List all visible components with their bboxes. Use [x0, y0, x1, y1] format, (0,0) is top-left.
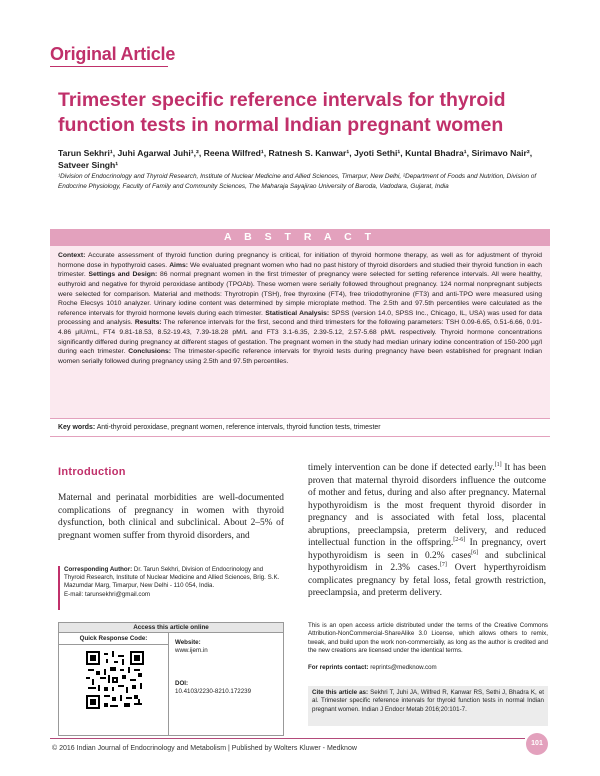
reprints-contact	[308, 664, 548, 672]
qr-label: Quick Response Code:	[59, 633, 168, 645]
intro-text-3: In pregnancy, overt hypothyroidism is seen in 0.2% cases	[308, 538, 546, 561]
access-details	[175, 639, 281, 696]
introduction-paragraph-left: Maternal and perinatal morbidities are well-documented complications of pregnancy in women with thyroid dysfunction, both clinical and subclinical. About 2–5% of pregnant women suffer from thyroid disorders, and	[58, 493, 284, 541]
correspondence-label: Corresponding Author:	[64, 566, 133, 573]
intro-text-2: It has been proven that maternal thyroid disorders influence the outcome of mother and fetus, during and also after pregnancy. Maternal hypothyroidism is the most frequent thyroid disorder in pregnancy and is associated with fetal loss, placental abruptions, preeclampsia, preterm delivery, and reduced intellectual function in the offspring.	[308, 463, 547, 548]
intro-text-5: Overt hyperthyroidism complicates pregnancy by fetal loss, fetal growth restriction, preeclampsia, and preterm delivery.	[308, 563, 546, 598]
footer-text: © 2016 Indian Journal of Endocrinology and Metabolism | Published by Wolters Kluwer - Medknow	[52, 745, 357, 752]
doi-link[interactable]: 10.4103/2230-8210.172239	[175, 688, 252, 696]
page-number: 101	[526, 733, 548, 755]
intro-text-4: and subclinical hypothyroidism in 2.3% cases.	[308, 550, 546, 573]
keywords-divider	[50, 436, 550, 437]
citation-ref[interactable]: [7]	[439, 561, 447, 568]
access-heading: Access this article online	[59, 623, 283, 633]
abstract-context: Accurate assessment of thyroid function during pregnancy is critical, for initiation of thyroid hormone therapy, as well as for adjustment of thyroid hormone dose in hypothyroid cases.	[58, 252, 542, 269]
abstract-results-label: Results:	[134, 319, 162, 327]
abstract-results: The reference intervals for the first, second and third trimesters for the following parameters: TSH 0.09-6.65, 0.51-6.66, 0.91-4.86 µIU/mL, FT4 9.81-18.53, 8.52-19.43, 7.39-18.28 pM/L and FT3 3.1-6.35, 2.39-5.12, 2.57-5.68 pM/L respectively. Thyroid hormone concentrations significantly differed during pregnancy at different stages of gestation. The pregnant women in the study had median urinary iodine concentration of 150-200 µg/l during each trimester.	[58, 319, 543, 356]
section-rule	[50, 66, 168, 67]
website-label: Website:	[175, 639, 201, 646]
affiliations: ¹Division of Endocrinology and Thyroid Research, Institute of Nuclear Medicine and Allied Sciences, Timarpur, New Delhi, ²Department of Foods and Nutrition, Division of Endocrine Physiology, Faculty of Family and Community Sciences, The Maharaja Sayajirao University of Baroda, Vadodara, Gujarat, India	[58, 173, 537, 190]
abstract-stats: SPSS (version 14.0, SPSS Inc., Chicago, IL, USA) was used for data processing and analysis.	[58, 309, 542, 327]
abstract-aims-label: Aims:	[169, 261, 188, 269]
article-title: Trimester specific reference intervals for thyroid function tests in normal Indian pregnant women	[58, 89, 506, 136]
abstract-conclusions-label: Conclusions:	[128, 348, 172, 356]
correspondence-address: Dr. Tarun Sekhri, Division of Endocrinology and Thyroid Research, Institute of Nuclear Medicine and Allied Sciences, Brig. S.K. Mazumdar Marg, Timarpur, New Delhi - 110 054, India.	[64, 566, 280, 590]
citation-box	[308, 686, 548, 726]
introduction-heading: Introduction	[58, 466, 126, 478]
citation-ref[interactable]: [6]	[471, 549, 479, 556]
access-online-box	[58, 622, 284, 736]
reprints-email[interactable]: reprints@medknow.com	[368, 664, 437, 671]
section-label: Original Article	[50, 44, 176, 64]
footer-rule	[50, 738, 525, 739]
license-text: This is an open access article distributed under the terms of the Creative Commons Attribution-NonCommercial-ShareAlike 3.0 License, which allows others to remix, tweak, and build upon the work non-commercially, as long as the author is credited and the new creations are licensed under the identical terms.	[308, 622, 548, 654]
abstract-stats-label: Statistical Analysis:	[265, 309, 330, 317]
cite-label: Cite this article as:	[312, 689, 369, 696]
keywords	[58, 423, 548, 432]
citation-ref[interactable]: [1]	[494, 461, 502, 468]
keywords-text: Anti-thyroid peroxidase, pregnant women, reference intervals, thyroid function tests, trimester	[95, 424, 381, 431]
website-link[interactable]: www.ijem.in	[175, 647, 208, 655]
abstract-body	[50, 246, 550, 418]
abstract-aims: We evaluated pregnant women who had no past history of thyroid disorders and studied their thyroid function in each trimester.	[58, 261, 542, 279]
abstract-context-label: Context:	[58, 252, 86, 259]
doi-label: DOI:	[175, 680, 189, 688]
intro-text-1: timely intervention can be done if detected early.	[308, 463, 495, 473]
correspondence-email[interactable]: E-mail: tarunsekhri@gmail.com	[64, 590, 151, 598]
keywords-label: Key words:	[58, 424, 96, 431]
abstract-divider	[50, 418, 550, 419]
qr-code-icon[interactable]	[86, 651, 144, 709]
introduction-paragraph-right	[308, 462, 546, 600]
abstract-settings-label: Settings and Design:	[88, 271, 158, 279]
reprints-label: For reprints contact:	[308, 664, 369, 671]
abstract-heading: A B S T R A C T	[50, 229, 550, 246]
abstract-conclusions: The trimester-specific reference intervals for thyroid tests during pregnancy have been established for pregnant Indian women serially followed during pregnancy using 2.5th and 97.5th percentiles.	[58, 348, 542, 365]
author-list: Tarun Sekhri¹, Juhi Agarwal Juhi¹,², Reena Wilfred¹, Ratnesh S. Kanwar¹, Jyoti Sethi¹, Kuntal Bhadra¹, Sirimavo Nair², Satveer Singh¹	[58, 148, 533, 170]
citation-ref[interactable]: [2-6]	[453, 536, 466, 543]
qr-panel	[59, 633, 169, 735]
abstract-settings: 86 normal pregnant women in the first trimester of pregnancy were selected for setting reference intervals. All were healthy, euthyroid and negative for thyroid peroxidase antibody (TPOAb). These women were serially followed throughout pregnancy. 124 normal nonpregnant subjects were selected for comparison. Material and methods: Thyrotropin (TSH), free thyroxine (FT4), free triiodothyronine (FT3) and anti-TPO were measured using Roche Elecsys 1010 analyzer. Urinary iodine content was determined by simple microplate method. The 2.5th and 97.5th percentiles were calculated as the reference intervals for thyroid hormone levels during each trimester.	[58, 271, 543, 317]
cite-text: Sekhri T, Juhi JA, Wilfred R, Kanwar RS, Sethi J, Bhadra K, et al. Trimester specific reference intervals for thyroid function tests in normal Indian pregnant women. Indian J Endocr Metab 2016;20:101-7.	[312, 689, 545, 713]
correspondence-box	[58, 566, 284, 610]
